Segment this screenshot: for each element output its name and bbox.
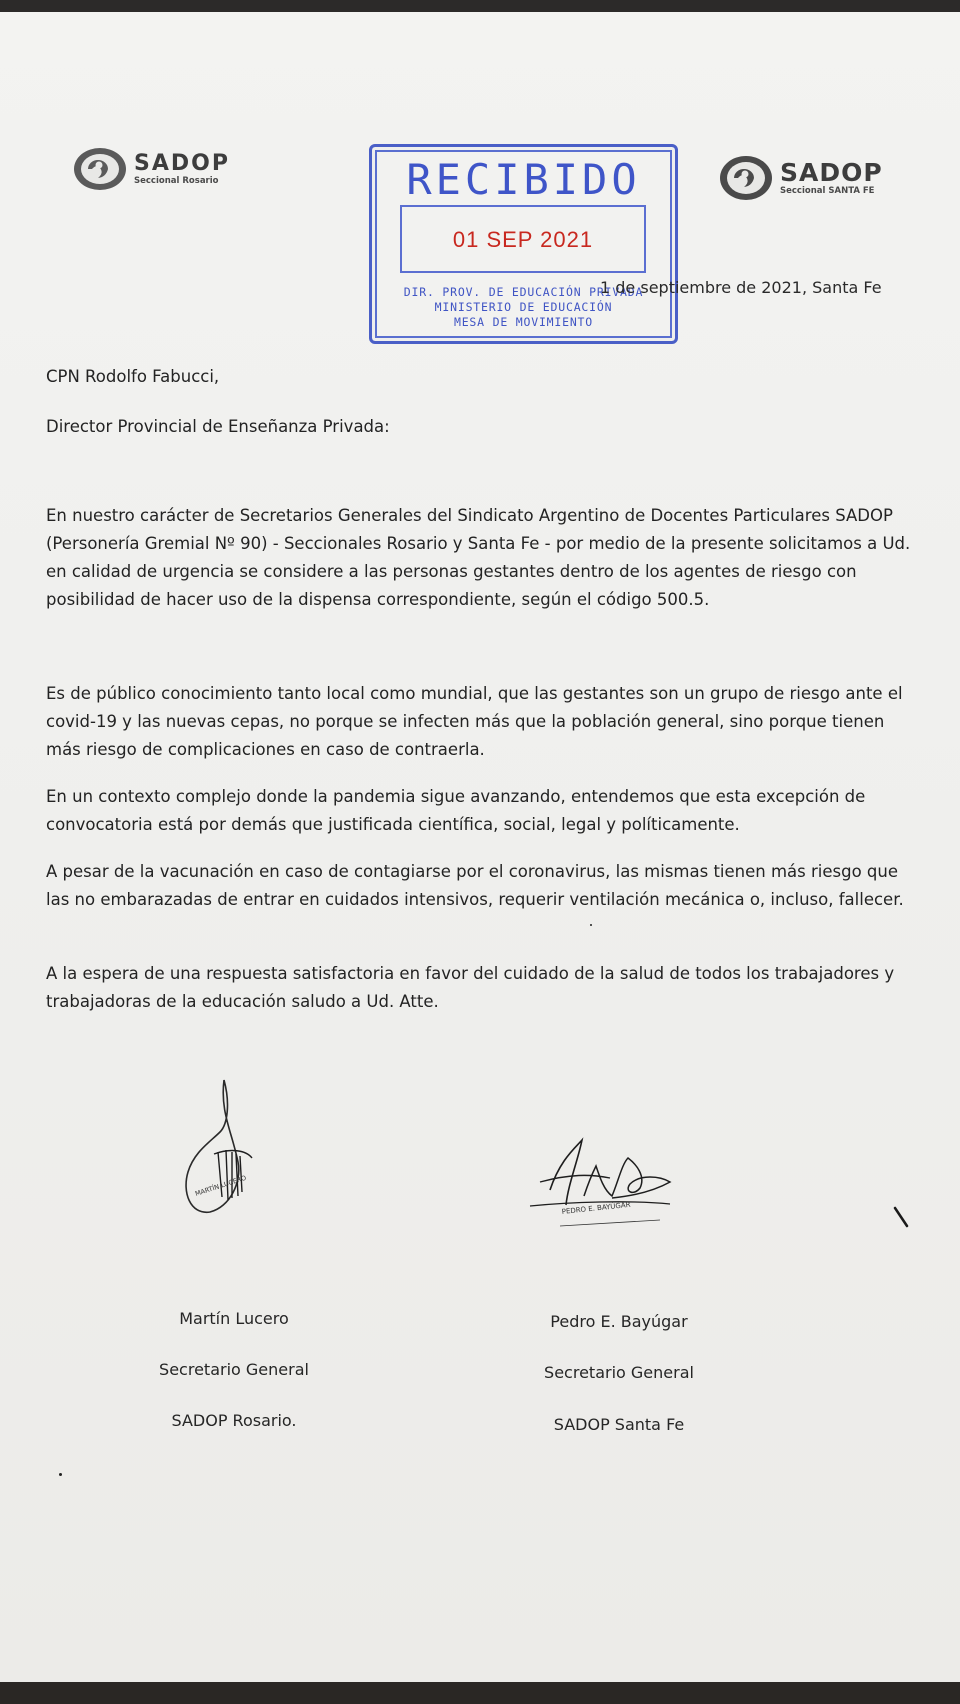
photo-background-edge (0, 1682, 960, 1704)
signatory-org-right: SADOP Santa Fe (553, 1415, 685, 1434)
signatory-org-left: SADOP Rosario. (171, 1411, 297, 1430)
stamp-date: 01 SEP 2021 (452, 227, 594, 252)
logo-brand-text: SADOP (780, 158, 883, 188)
sadop-santafe-logo (718, 154, 883, 202)
logo-subtitle-text: Seccional SANTA FE (780, 186, 875, 197)
sadop-rosario-logo (72, 146, 230, 192)
signatory-name-left: Martín Lucero (179, 1309, 289, 1328)
stamp-title: RECIBIDO (406, 155, 641, 204)
body-paragraph: A pesar de la vacunación en caso de contagiarse por el coronavirus, las mismas tienen más riesgo que las no embarazadas de entrar en cuidados intensivos, requerir ventilación mecánica o, incluso, fallecer. (46, 862, 904, 909)
stamp-line-2: MINISTERIO DE EDUCACIÓN (434, 300, 613, 314)
body-paragraph: A la espera de una respuesta satisfactoria en favor del cuidado de la salud de todos los trabajadores y trabajadoras de la educación saludo a Ud. Atte. (46, 964, 895, 1011)
logo-subtitle-text: Seccional Rosario (134, 175, 219, 186)
signatory-role-left: Secretario General (159, 1360, 309, 1379)
received-stamp (369, 144, 678, 344)
addressee-title: Director Provincial de Enseñanza Privada: (46, 417, 390, 436)
sadop-emblem-icon (718, 154, 774, 202)
signature-stamp-text: PEDRO E. BAYÚGAR (561, 1200, 631, 1216)
stamp-line-1: DIR. PROV. DE EDUCACIÓN PRIVADA (403, 285, 644, 299)
sadop-emblem-icon (72, 146, 128, 192)
signature-left (180, 1072, 300, 1222)
logo-brand-text: SADOP (134, 150, 230, 176)
addressee: CPN Rodolfo Fabucci, (46, 367, 220, 386)
stamp-date-box (400, 205, 646, 273)
signatory-role-right: Secretario General (544, 1363, 694, 1382)
stamp-line-3: MESA DE MOVIMIENTO (453, 315, 594, 329)
letter-date: 1 de septiembre de 2021, Santa Fe (600, 278, 882, 297)
body-paragraph: En un contexto complejo donde la pandemia sigue avanzando, entendemos que esta excepción de convocatoria está por demás que justificada científica, social, legal y políticamente. (46, 787, 866, 834)
letter-page (0, 12, 960, 1684)
paper-speck (590, 924, 592, 926)
signatory-name-right: Pedro E. Bayúgar (550, 1312, 688, 1331)
signature-right (520, 1130, 710, 1240)
signature-stamp-text: MARTÍN LUCERO (194, 1173, 248, 1198)
paper-speck (59, 1473, 62, 1476)
pen-mark (893, 1206, 911, 1230)
body-paragraph: En nuestro carácter de Secretarios Generales del Sindicato Argentino de Docentes Particulares SADOP (Personería Gremial Nº 90) - Seccionales Rosario y Santa Fe - por medio de la presente solicitamos a Ud. en calidad de urgencia se considere a las personas gestantes dentro de los agentes de riesgo con posibilidad de hacer uso de la dispensa correspondiente, según el código 500.5. (46, 506, 911, 609)
body-paragraph: Es de público conocimiento tanto local como mundial, que las gestantes son un grupo de riesgo ante el covid-19 y las nuevas cepas, no porque se infecten más que la población general, sino porque tienen más riesgo de complicaciones en caso de contraerla. (46, 684, 903, 759)
